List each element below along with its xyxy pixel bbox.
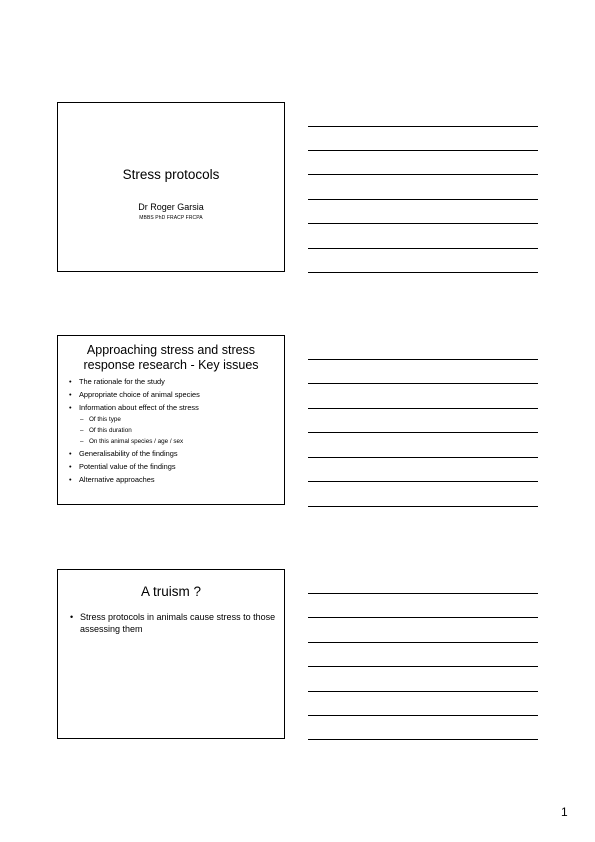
list-item-text: Appropriate choice of animal species: [79, 390, 200, 399]
slide-2-title: [58, 343, 284, 373]
note-line: [308, 199, 538, 200]
slide-2-bullet-list: [69, 377, 281, 488]
note-line: [308, 272, 538, 273]
sub-list-item-text: Of this type: [89, 416, 121, 423]
note-line: [308, 432, 538, 433]
bullet-icon: •: [70, 612, 74, 622]
slide-1-qualifications: MBBS PhD FRACP FRCPA: [139, 215, 203, 221]
list-item: [69, 403, 281, 412]
slide-2-title-line-1: Approaching stress and stress: [86, 343, 256, 357]
note-line: [308, 174, 538, 175]
sub-list-item-text: Of this duration: [89, 427, 132, 435]
note-line: [308, 739, 538, 740]
sub-list-item: [69, 427, 281, 435]
slide-3: [57, 569, 285, 739]
slide-1-title: Stress protocols: [122, 167, 220, 182]
slide-1-author: Dr Roger Garsia: [138, 202, 204, 212]
bullet-icon: •: [69, 475, 72, 485]
list-item: [69, 390, 281, 399]
note-line: [308, 666, 538, 667]
note-line: [308, 457, 538, 458]
bullet-icon: •: [69, 377, 72, 386]
sub-list-item: [69, 416, 281, 424]
list-item-text: The rationale for the study: [79, 377, 165, 386]
list-item-text: Stress protocols in animals cause stress to those assessing them: [80, 612, 276, 634]
dash-icon: –: [80, 438, 84, 446]
slide-2-title-line-2: response research - Key issues: [83, 358, 259, 372]
dash-icon: –: [80, 427, 84, 435]
list-item-text: Potential value of the findings: [79, 462, 176, 472]
list-item-text: Information about effect of the stress: [79, 403, 199, 412]
slide-1: [57, 102, 285, 272]
slide-2: [57, 335, 285, 505]
note-line: [308, 126, 538, 127]
note-line: [308, 642, 538, 643]
note-line: [308, 593, 538, 594]
note-line: [308, 506, 538, 507]
list-item: [69, 449, 281, 458]
note-line: [308, 617, 538, 618]
sub-list-item-text: On this animal species / age / sex: [89, 438, 184, 446]
note-line: [308, 481, 538, 482]
note-line: [308, 359, 538, 360]
list-item-text: Alternative approaches: [79, 475, 155, 485]
note-line: [308, 408, 538, 409]
sub-list-item: [69, 438, 281, 446]
slide-3-title: A truism ?: [140, 584, 202, 599]
page-number: 1: [561, 805, 568, 819]
bullet-icon: •: [69, 403, 72, 412]
bullet-icon: •: [69, 462, 72, 472]
note-line: [308, 223, 538, 224]
list-item-text: Generalisability of the findings: [79, 449, 178, 459]
note-line: [308, 248, 538, 249]
note-line: [308, 691, 538, 692]
bullet-icon: •: [69, 449, 72, 459]
list-item: [69, 462, 281, 471]
note-line: [308, 715, 538, 716]
note-line: [308, 383, 538, 384]
list-item: [69, 377, 281, 386]
note-line: [308, 150, 538, 151]
list-item: [69, 475, 281, 484]
dash-icon: –: [80, 416, 84, 423]
list-item: [70, 612, 286, 635]
bullet-icon: •: [69, 390, 72, 399]
